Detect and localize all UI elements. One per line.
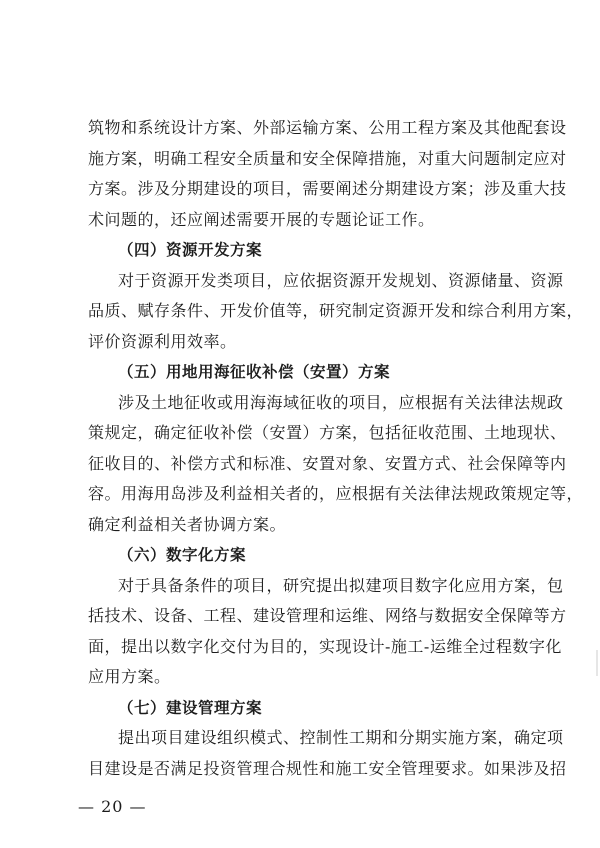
paragraph-line: 品质、赋存条件、开发价值等，研究制定资源开发和综合利用方案， <box>88 301 584 320</box>
page-number: — 20 — <box>78 797 147 816</box>
paragraph-line: 目建设是否满足投资管理合规性和施工安全管理要求。如果涉及招 <box>88 759 567 778</box>
paragraph-line: 术问题的，还应阐述需要开展的专题论证工作。 <box>88 210 435 229</box>
paragraph-line: 容。用海用岛涉及利益相关者的，应根据有关法律法规政策规定等， <box>88 484 584 503</box>
paragraph-line: 确定利益相关者协调方案。 <box>88 515 287 534</box>
scan-edge-mark <box>596 650 598 676</box>
paragraph-line: 应用方案。 <box>88 667 171 686</box>
paragraph-line: 面，提出以数字化交付为目的，实现设计-施工-运维全过程数字化 <box>88 637 562 656</box>
paragraph-line: 括技术、设备、工程、建设管理和运维、网络与数据安全保障等方 <box>88 606 567 625</box>
section-heading-seven: （七）建设管理方案 <box>118 699 263 717</box>
paragraph-line: 评价资源利用效率。 <box>88 332 237 351</box>
paragraph-line: 提出项目建设组织模式、控制性工期和分期实施方案，确定项 <box>118 728 564 747</box>
paragraph-line: 对于资源开发类项目，应依据资源开发规划、资源储量、资源 <box>118 271 564 290</box>
section-heading-five: （五）用地用海征收补偿（安置）方案 <box>118 363 391 381</box>
section-heading-four: （四）资源开发方案 <box>118 241 263 259</box>
paragraph-line: 征收目的、补偿方式和标准、安置对象、安置方式、社会保障等内 <box>88 454 567 473</box>
paragraph-line: 筑物和系统设计方案、外部运输方案、公用工程方案及其他配套设 <box>88 118 567 137</box>
paragraph-line: 涉及土地征收或用海海域征收的项目，应根据有关法律法规政 <box>118 393 564 412</box>
section-heading-six: （六）数字化方案 <box>118 546 247 564</box>
paragraph-line: 施方案，明确工程安全质量和安全保障措施，对重大问题制定应对 <box>88 149 567 168</box>
paragraph-line: 策规定，确定征收补偿（安置）方案，包括征收范围、土地现状、 <box>88 423 567 442</box>
paragraph-line: 对于具备条件的项目，研究提出拟建项目数字化应用方案，包 <box>118 576 564 595</box>
paragraph-line: 方案。涉及分期建设的项目，需要阐述分期建设方案；涉及重大技 <box>88 179 567 198</box>
